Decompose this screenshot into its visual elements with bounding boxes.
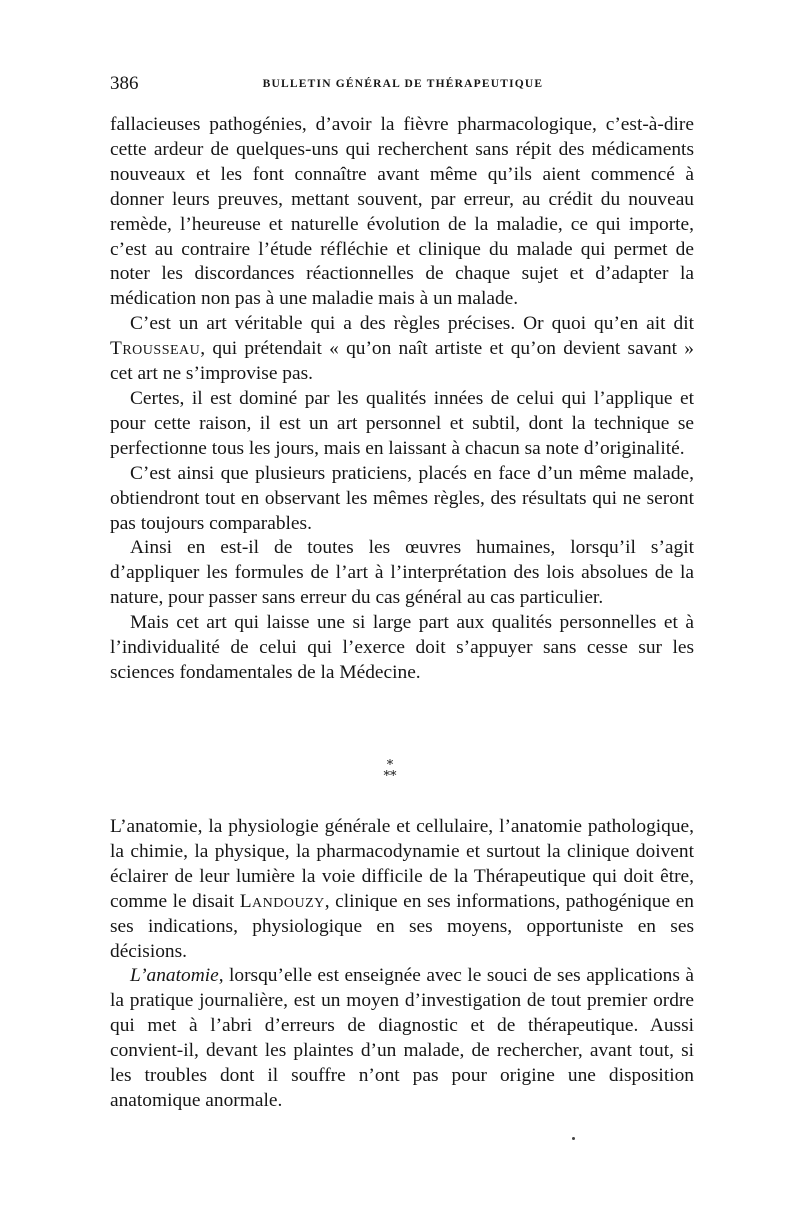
paragraph-1: fallacieuses pathogénies, d’avoir la fièvre pharmacologique, c’est-à-dire cette ardeur de quelques-uns qui recherchent sans répit des médicaments nouveaux et les font connaître avant même qu’ils aient commencé à donner leurs preuves, mettant souvent, par erreur, au crédit du nouveau remède, l’heureuse et naturelle évolution de la maladie, ce qui importe, c’est au contraire l’étude réfléchie et clinique du malade qui permet de noter les discordances réactionnelles de chaque sujet et d’adapter la médication non pas à une maladie mais à un malade. [110, 114, 694, 310]
paragraph-2-text-a: C’est un art véritable qui a des règles précises. Or quoi qu’en ait dit [130, 313, 694, 335]
separator-top-asterisk: * [386, 758, 394, 773]
paragraph-6: Mais cet art qui laisse une si large part aux qualités personnelles et à l’individualité de celui qui l’exerce doit s’appuyer sans cesse sur les sciences fondamentales de la Médecine. [110, 612, 694, 683]
paragraph-8-italic: L’anatomie [130, 965, 219, 987]
separator-bottom-asterisks: ** [383, 769, 397, 784]
page-header [110, 70, 696, 98]
paragraph-7-text-b: , clinique en ses informations, pathogénique en ses indications, physiologique en ses moyens, opportuniste en ses décisions. [110, 890, 694, 962]
author-name-landouzy: Landouzy [239, 890, 325, 912]
ink-speck [572, 1137, 575, 1140]
section-separator [370, 760, 410, 790]
paragraph-8-text: , lorsqu’elle est enseignée avec le souci de ses applications à la pratique journalière, est un moyen d’investigation de tout premier ordre qui met à l’abri d’erreurs de diagnostic et de thérapeutique. Aussi convient-il, devant les plaintes d’un malade, de rechercher, avant tout, si les troubles dont il souffre n’ont pas pour origine une disposition anatomique anormale. [110, 965, 694, 1111]
paragraph-5: Ainsi en est-il de toutes les œuvres humaines, lorsqu’il s’agit d’appliquer les formules de l’art à l’interprétation des lois absolues de la nature, pour passer sans erreur du cas général au cas particulier. [110, 537, 694, 609]
page-number: 386 [110, 73, 139, 94]
paragraph-7 [110, 815, 694, 964]
paragraph-7-text-a: L’anatomie, la physiologie générale et cellulaire, l’anatomie pathologique, la chimie, la physique, la pharmacodynamie et surtout la clinique doivent éclairer de leur lumière la voie difficile de la Thérapeutique qui doit être, comme le disait [110, 816, 694, 912]
paragraph-2 [110, 312, 694, 387]
section-2 [110, 815, 694, 1114]
paragraph-2-text-b: , qui prétendait « qu’on naît artiste et qu’on devient savant » cet art ne s’improvise pas. [110, 338, 694, 385]
paragraph-8 [110, 964, 694, 1113]
author-name-trousseau: Trousseau [110, 338, 201, 360]
running-title: BULLETIN GÉNÉRAL DE THÉRAPEUTIQUE [262, 78, 544, 90]
paragraph-4: C’est ainsi que plusieurs praticiens, placés en face d’un même malade, obtiendront tout en observant les mêmes règles, des résultats qui ne seront pas toujours comparables. [110, 462, 694, 534]
paragraph-3: Certes, il est dominé par les qualités innées de celui qui l’applique et pour cette raison, il est un art personnel et subtil, dont la technique se perfectionne tous les jours, mais en laissant à chacun sa note d’originalité. [110, 387, 694, 459]
section-1 [110, 113, 694, 686]
